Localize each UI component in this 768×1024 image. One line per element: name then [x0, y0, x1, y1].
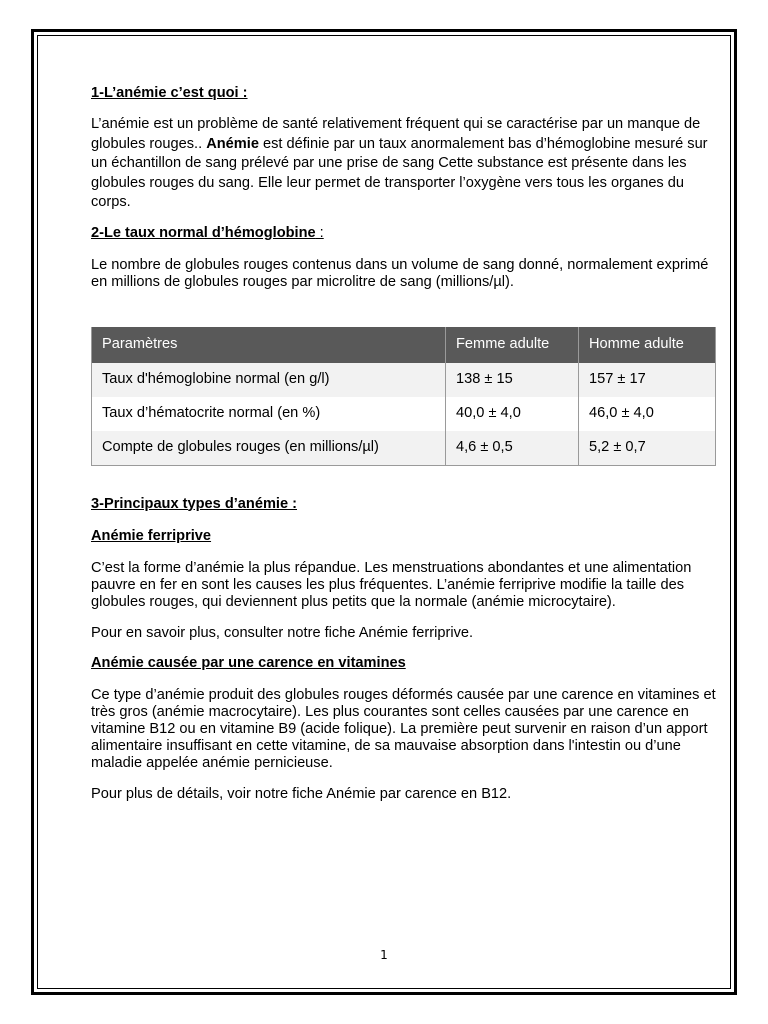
table-cell: Compte de globules rouges (en millions/µl) — [92, 431, 446, 466]
subsection-ferriprive-more: Pour en savoir plus, consulter notre fiche Anémie ferriprive. — [91, 624, 474, 641]
table-cell: 4,6 ± 0,5 — [446, 431, 579, 466]
section2-heading — [91, 225, 716, 242]
subsection-vitamines-more: Pour plus de détails, voir notre fiche Anémie par carence en B12. — [91, 785, 512, 802]
section1-para-end: est définie par un taux anormalement bas d’hémoglobine mesuré sur un échantillon de sang prélevé par une prise de sang Cette substance est présente dans les globules rouges du sang. Elle leur permet de transporter l’oxygène vers tous les organes du corps. — [91, 135, 708, 210]
table-cell: 5,2 ± 0,7 — [579, 431, 716, 466]
parameters-table — [91, 327, 716, 466]
table-header-cell: Homme adulte — [579, 327, 716, 363]
subsection-vitamines-heading: Anémie causée par une carence en vitamines — [91, 654, 406, 671]
table-row — [92, 363, 716, 397]
table-cell: 157 ± 17 — [579, 363, 716, 397]
section1-para-start: L’anémie est un problème de santé relativement fréquent qui se caractérise par un manque de globules rouges.. — [91, 116, 701, 152]
section1-paragraph — [91, 115, 716, 213]
subsection-ferriprive-paragraph: C’est la forme d’anémie la plus répandue. Les menstruations abondantes et une alimentation pauvre en fer en sont les causes les plus fréquentes. L’anémie ferriprive modifie la taille des globules rouges, qui deviennent plus petits que la normale (anémie microcytaire). — [91, 559, 692, 610]
section2-paragraph: Le nombre de globules rouges contenus dans un volume de sang donné, normalement exprimé en millions de globules rouges par microlitre de sang (millions/µl). — [91, 256, 709, 290]
table-row — [92, 431, 716, 466]
section1-para-bold: Anémie — [206, 135, 259, 152]
section2-heading-suffix: : — [315, 224, 324, 241]
section3-heading: 3-Principaux types d’anémie : — [91, 495, 298, 512]
table-cell: 138 ± 15 — [446, 363, 579, 397]
table-cell: 46,0 ± 4,0 — [579, 397, 716, 431]
table-cell: Taux d’hématocrite normal (en %) — [92, 397, 446, 431]
subsection-vitamines-paragraph: Ce type d’anémie produit des globules rouges déformés causée par une carence en vitamines et très gros (anémie macrocytaire). Les plus courantes sont celles causées par une carence en vitamine B12 ou en vitamine B9 (acide folique). La première peut survenir en raison d’un apport alimentaire insuffisant en cette vitamine, de sa mauvaise absorption dans l'intestin ou d’une maladie appelée anémie pernicieuse. — [91, 686, 716, 771]
section1-heading: 1-L’anémie c’est quoi : — [91, 85, 248, 101]
table-header-cell: Femme adulte — [446, 327, 579, 363]
table-cell: Taux d'hémoglobine normal (en g/l) — [92, 363, 446, 397]
table-cell: 40,0 ± 4,0 — [446, 397, 579, 431]
document-body — [91, 85, 716, 803]
page-number: 1 — [380, 948, 388, 962]
table-header-row — [92, 327, 716, 363]
table-row — [92, 397, 716, 431]
table-header-cell: Paramètres — [92, 327, 446, 363]
parameters-table-wrap — [91, 327, 716, 466]
subsection-ferriprive-heading: Anémie ferriprive — [91, 527, 212, 544]
section2-heading-text: 2-Le taux normal d’hémoglobine — [91, 224, 316, 241]
